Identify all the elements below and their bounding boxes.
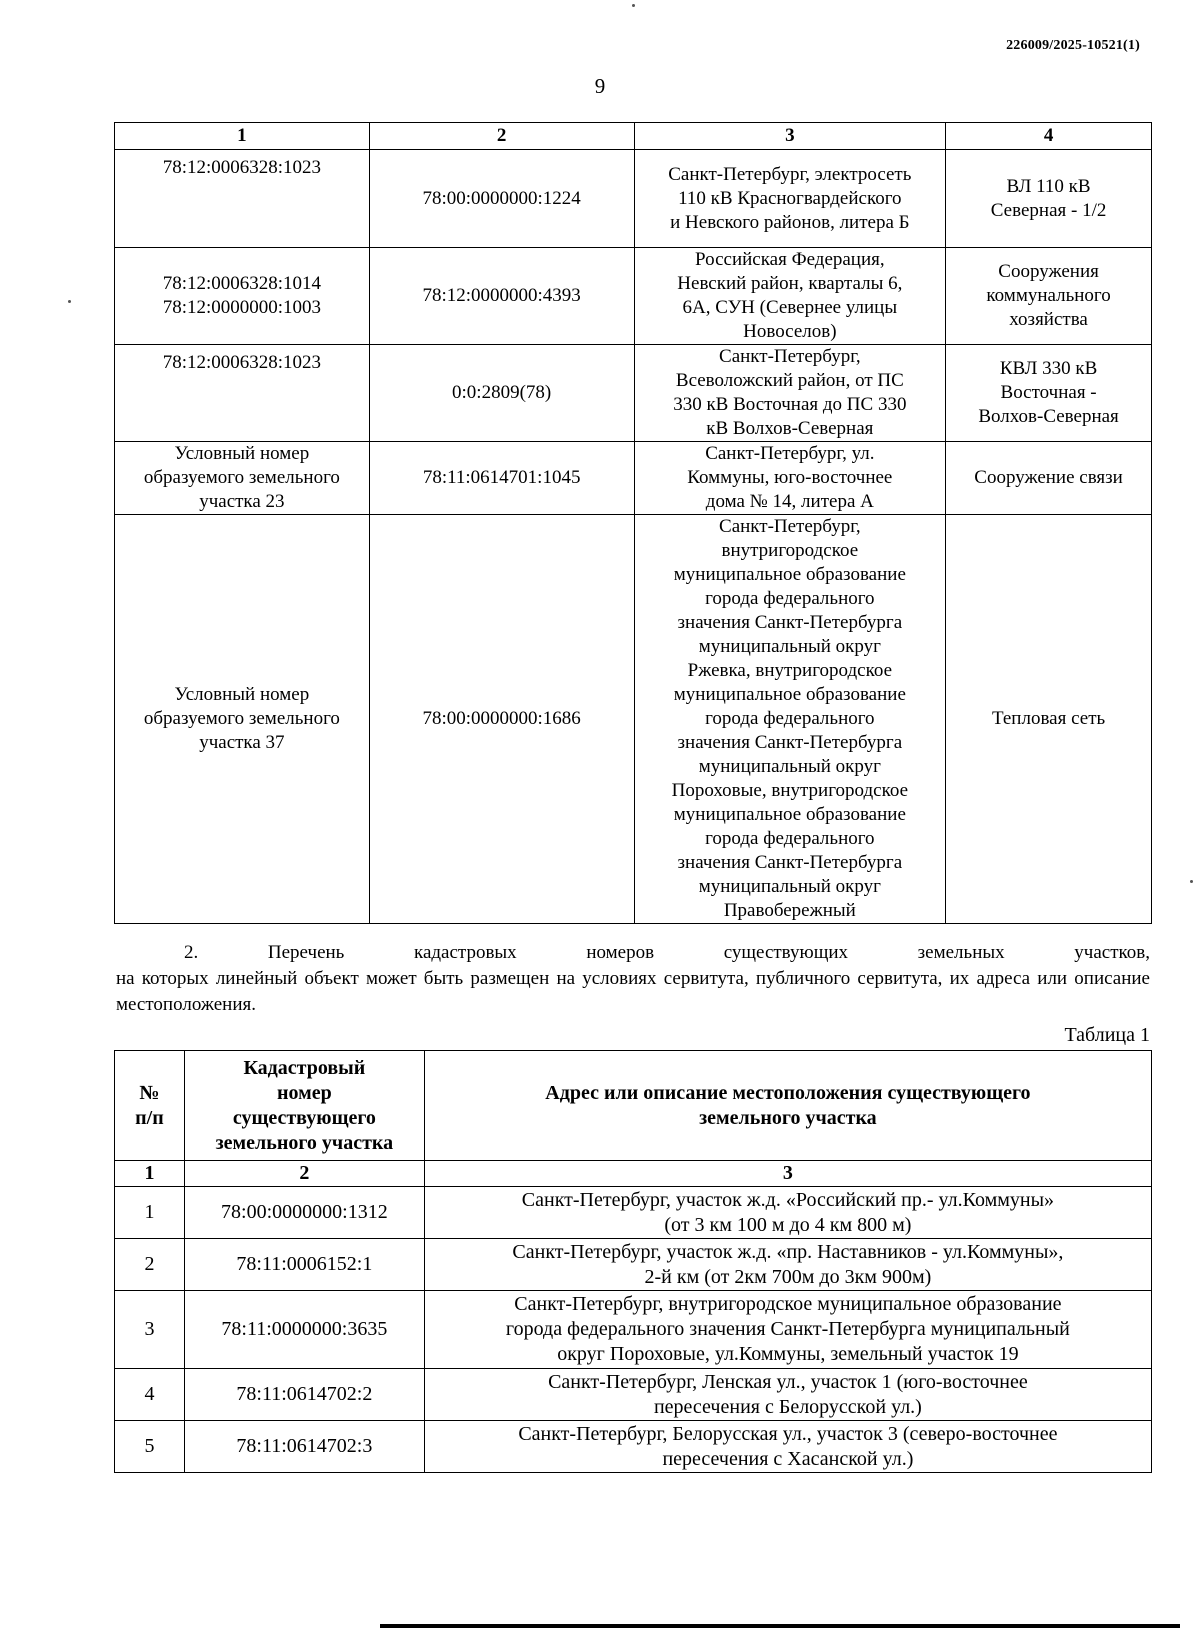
address-line: 6А, СУН (Севернее улицы <box>682 297 898 318</box>
object-name-cell <box>946 150 1152 248</box>
column-number: 2 <box>184 1161 424 1187</box>
column-number-row <box>115 123 1152 150</box>
address-line: Всеволожский район, от ПС <box>675 370 904 391</box>
cell-text: 78:12:0006328:1023 <box>162 157 322 178</box>
address-line: Санкт-Петербург, участок ж.д. «Российский пр.- ул.Коммуны» <box>521 1188 1055 1211</box>
address-line: Новоселов) <box>743 321 837 342</box>
address-line: муниципальный округ <box>698 636 881 657</box>
cadastral-number-cell <box>115 515 370 924</box>
address-cell <box>424 1421 1151 1473</box>
address-line: (от 3 км 100 м до 4 км 800 м) <box>664 1213 912 1236</box>
address-line: 330 кВ Восточная до ПС 330 <box>673 394 907 415</box>
object-name-cell <box>946 345 1152 442</box>
address-line: муниципальный округ <box>698 756 881 777</box>
page-number: 9 <box>594 74 606 98</box>
address-line: Санкт-Петербург, Ленская ул., участок 1 (юго-восточнее <box>548 1370 1028 1393</box>
address-line: Санкт-Петербург, Белорусская ул., участок 3 (северо-восточнее <box>518 1422 1058 1445</box>
cadastral-number-cell: 78:11:0614702:2 <box>184 1369 424 1421</box>
address-line: значения Санкт-Петербурга <box>677 852 903 873</box>
header-text: Кадастровый <box>243 1056 366 1079</box>
section-2-paragraph <box>116 940 1150 1018</box>
table-row <box>115 1291 1152 1369</box>
address-line: внутригородское <box>721 540 859 561</box>
column-number: 3 <box>634 123 946 150</box>
cell-text: Восточная - <box>1000 382 1097 403</box>
cell-text: Сооружение связи <box>974 467 1123 488</box>
header-address <box>424 1051 1151 1161</box>
header-cadastral-number <box>184 1051 424 1161</box>
address-line: города федерального <box>705 828 875 849</box>
column-number: 4 <box>946 123 1152 150</box>
table-row <box>115 515 1152 924</box>
address-line: Санкт-Петербург, внутригородское муниципальное образование <box>514 1293 1062 1315</box>
table-row <box>115 1421 1152 1473</box>
header-text: № <box>139 1081 160 1104</box>
address-line: Правобережный <box>723 900 856 921</box>
address-line: пересечения с Хасанской ул.) <box>662 1447 914 1470</box>
cell-text: Тепловая сеть <box>991 708 1106 729</box>
address-line: муниципальное образование <box>673 564 906 585</box>
cell-text: хозяйства <box>1009 309 1088 330</box>
header-text: существующего <box>232 1106 376 1129</box>
table-row <box>115 1369 1152 1421</box>
cell-text: образуемого земельного <box>143 467 340 488</box>
address-cell <box>424 1291 1151 1369</box>
cell-text: 78:12:0006328:1023 <box>162 352 322 373</box>
table-row <box>115 442 1152 515</box>
header-text: п/п <box>135 1106 164 1129</box>
address-line: города федерального <box>705 588 875 609</box>
cell-text: Условный номер <box>174 684 310 705</box>
cell-text: участка 23 <box>199 491 285 512</box>
address-cell <box>634 515 946 924</box>
cadastral-number-cell: 78:11:0614702:3 <box>184 1421 424 1473</box>
cadastral-number-cell: 78:00:0000000:1312 <box>184 1187 424 1239</box>
address-cell <box>634 150 946 248</box>
cadastral-number-cell: 78:11:0000000:3635 <box>184 1291 424 1369</box>
paragraph-rest: на которых линейный объект может быть размещен на условиях сервитута, публичного сервитута, их адреса или описание местоположения. <box>116 968 1150 1015</box>
table-header-row <box>115 1051 1152 1161</box>
address-line: города федерального <box>705 708 875 729</box>
cadastral-number-cell <box>115 150 370 248</box>
cell-text: Волхов-Северная <box>978 406 1119 427</box>
address-line: Коммуны, юго-восточнее <box>687 467 893 488</box>
address-line: Санкт-Петербург, <box>719 516 861 537</box>
table-row <box>115 150 1152 248</box>
column-number: 3 <box>424 1161 1151 1187</box>
address-cell <box>424 1187 1151 1239</box>
address-line: Российская Федерация, <box>695 249 885 270</box>
header-text: земельного участка <box>215 1131 394 1154</box>
row-number-cell: 1 <box>115 1187 185 1239</box>
address-cell <box>634 345 946 442</box>
scan-speck <box>1190 880 1193 883</box>
row-number-cell: 2 <box>115 1239 185 1291</box>
object-name-cell <box>946 515 1152 924</box>
address-line: Санкт-Петербург, участок ж.д. «пр. Наставников - ул.Коммуны», <box>512 1240 1064 1263</box>
address-line: значения Санкт-Петербурга <box>677 612 903 633</box>
address-line: Санкт-Петербург, <box>719 346 861 367</box>
cell-text: 78:12:0006328:1014 <box>162 273 322 294</box>
address-line: Пороховые, внутригородское <box>671 780 908 801</box>
paragraph-first-line: 2. Перечень кадастровых номеров существующих земельных участков, <box>184 942 1150 963</box>
scan-speck <box>632 4 635 7</box>
cell-text: Сооружения <box>998 261 1099 282</box>
header-text: Адрес или описание местоположения существующего <box>545 1081 1031 1104</box>
column-number-row <box>115 1161 1152 1187</box>
objects-table <box>114 122 1152 924</box>
address-cell <box>634 248 946 345</box>
cell-text: образуемого земельного <box>143 708 340 729</box>
cadastral-number-cell: 78:00:0000000:1224 <box>369 150 634 248</box>
cell-text: коммунального <box>986 285 1111 306</box>
address-line: пересечения с Белорусской ул.) <box>653 1395 922 1418</box>
address-line: округ Пороховые, ул.Коммуны, земельный участок 19 <box>557 1343 1019 1365</box>
scan-speck <box>68 300 71 303</box>
address-line: кВ Волхов-Северная <box>706 418 874 439</box>
address-line: 110 кВ Красногвардейского <box>678 187 902 209</box>
address-cell <box>424 1369 1151 1421</box>
cell-text: участка 37 <box>199 732 285 753</box>
land-plots-table <box>114 1050 1152 1473</box>
address-line: Санкт-Петербург, ул. <box>705 443 875 464</box>
cell-text: Условный номер <box>174 443 310 464</box>
column-number: 1 <box>115 1161 185 1187</box>
row-number-cell: 5 <box>115 1421 185 1473</box>
object-name-cell <box>946 248 1152 345</box>
row-number-cell: 3 <box>115 1291 185 1369</box>
cadastral-number-cell: 78:00:0000000:1686 <box>369 515 634 924</box>
address-line: значения Санкт-Петербурга <box>677 732 903 753</box>
cadastral-number-cell <box>115 248 370 345</box>
cell-text: 78:12:0000000:1003 <box>162 297 322 318</box>
object-name-cell <box>946 442 1152 515</box>
address-line: 2-й км (от 2км 700м до 3км 900м) <box>644 1265 932 1288</box>
column-number: 2 <box>369 123 634 150</box>
address-line: дома № 14, литера А <box>705 491 874 512</box>
cadastral-number-cell: 0:0:2809(78) <box>369 345 634 442</box>
address-line: муниципальное образование <box>673 804 906 825</box>
cell-text: КВЛ 330 кВ <box>999 358 1098 379</box>
header-number <box>115 1051 185 1161</box>
cadastral-number-cell <box>115 345 370 442</box>
address-line: и Невского районов, литера Б <box>670 211 910 233</box>
cell-text: ВЛ 110 кВ <box>1006 175 1091 197</box>
cadastral-number-cell <box>115 442 370 515</box>
cadastral-number-cell: 78:12:0000000:4393 <box>369 248 634 345</box>
table-caption: Таблица 1 <box>1064 1024 1150 1046</box>
address-line: Ржевка, внутригородское <box>687 660 893 681</box>
page-edge-line <box>380 1624 1180 1628</box>
header-text: земельного участка <box>699 1106 877 1129</box>
address-line: Санкт-Петербург, электросеть <box>668 163 912 185</box>
table-row <box>115 1239 1152 1291</box>
address-cell <box>424 1239 1151 1291</box>
address-cell <box>634 442 946 515</box>
address-line: города федерального значения Санкт-Петербурга муниципальный <box>505 1318 1070 1340</box>
address-line: муниципальное образование <box>673 684 906 705</box>
cadastral-number-cell: 78:11:0614701:1045 <box>369 442 634 515</box>
address-line: Невский район, кварталы 6, <box>677 273 903 294</box>
column-number: 1 <box>115 123 370 150</box>
row-number-cell: 4 <box>115 1369 185 1421</box>
table-row <box>115 248 1152 345</box>
table-row <box>115 345 1152 442</box>
cadastral-number-cell: 78:11:0006152:1 <box>184 1239 424 1291</box>
table-row <box>115 1187 1152 1239</box>
cell-text: Северная - 1/2 <box>990 199 1107 221</box>
address-line: муниципальный округ <box>698 876 881 897</box>
header-text: номер <box>277 1081 332 1104</box>
document-number: 226009/2025-10521(1) <box>1006 38 1140 53</box>
